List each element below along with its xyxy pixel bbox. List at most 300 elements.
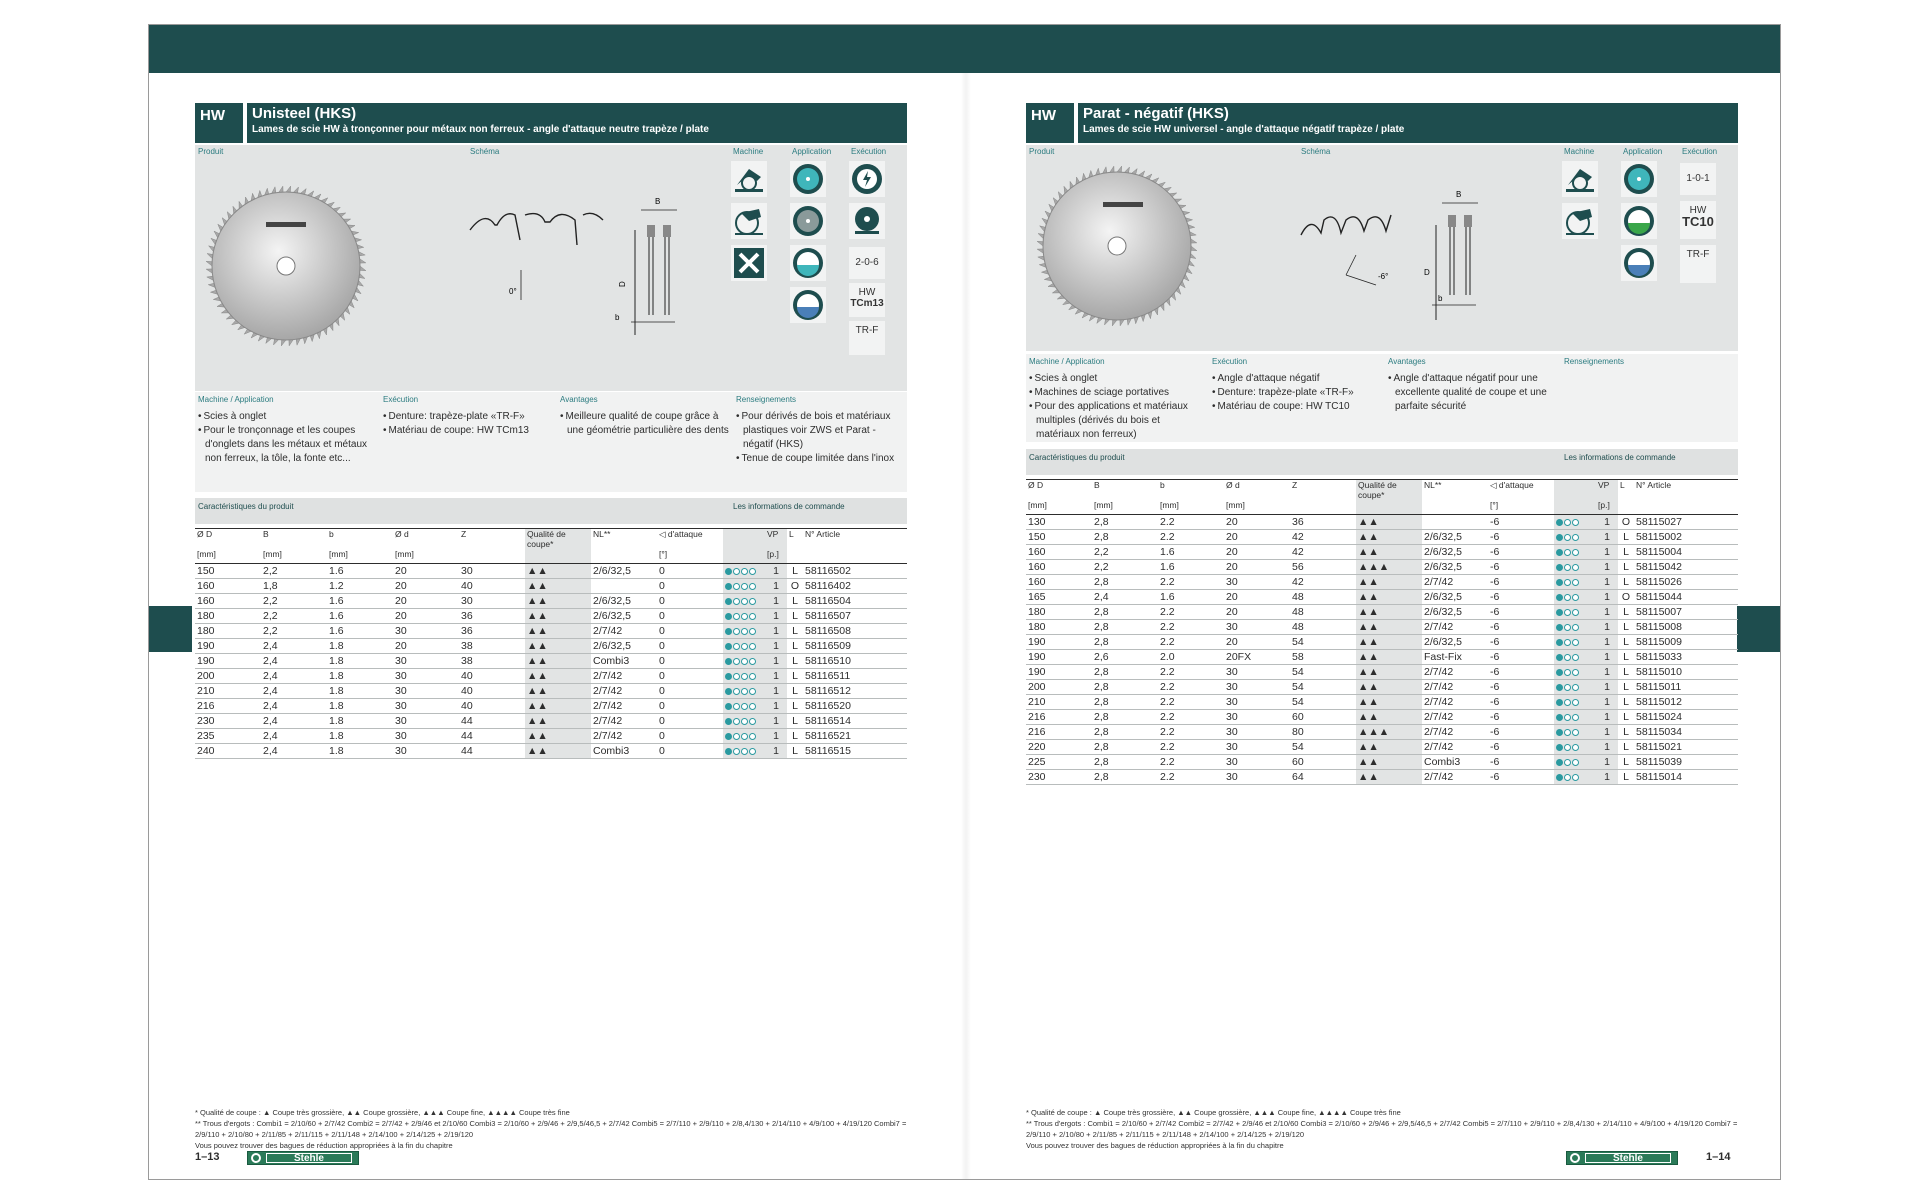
table-cell: 58115034 — [1634, 725, 1738, 740]
quality-dot — [1572, 699, 1579, 706]
table-cell: 58115033 — [1634, 650, 1738, 665]
quality-dot — [741, 628, 748, 635]
table-cell — [1422, 515, 1488, 530]
quality-dots — [1554, 530, 1596, 545]
table-cell: ▲▲▲ — [1356, 560, 1422, 575]
table-cell: 2,4 — [261, 729, 327, 744]
schema-B-label: B — [1456, 190, 1462, 199]
quality-dot — [741, 643, 748, 650]
quality-dot — [1556, 714, 1563, 721]
table-cell: 2,8 — [1092, 530, 1158, 545]
quality-dot — [741, 718, 748, 725]
info-avantages-item: • Meilleure qualité de coupe grâce à une géométrie particulière des dents — [560, 410, 732, 438]
table-cell: 0 — [657, 639, 723, 654]
quality-dot — [749, 598, 756, 605]
saw-blade-image — [201, 181, 371, 351]
table-cell: 1 — [1596, 560, 1618, 575]
quality-dot — [1572, 549, 1579, 556]
table-cell: 230 — [195, 714, 261, 729]
table-cell: 58116514 — [803, 714, 907, 729]
info-header-renseignements: Renseignements — [736, 395, 797, 404]
column-unit: [mm] — [1158, 500, 1224, 515]
table-cell: 42 — [1290, 545, 1356, 560]
quality-dot — [725, 703, 732, 710]
table-cell: ▲▲ — [1356, 530, 1422, 545]
table-cell: 44 — [459, 744, 525, 759]
quality-dot — [741, 703, 748, 710]
quality-dot — [1572, 534, 1579, 541]
table-cell: 2/7/42 — [1422, 575, 1488, 590]
quality-dot — [725, 628, 732, 635]
label-application: Application — [1623, 147, 1663, 156]
quality-dot — [1572, 609, 1579, 616]
quality-dot — [741, 688, 748, 695]
exec-tooth-form: TR-F — [849, 321, 885, 355]
table-cell: 2,8 — [1092, 725, 1158, 740]
quality-dots — [1554, 680, 1596, 695]
column-unit — [591, 549, 657, 564]
table-cell: 58116509 — [803, 639, 907, 654]
info-box — [195, 392, 907, 492]
table-cell: 54 — [1290, 665, 1356, 680]
quality-dot — [741, 673, 748, 680]
table-cell: ▲▲ — [1356, 710, 1422, 725]
table-cell: 2/6/32,5 — [1422, 545, 1488, 560]
info-header-avantages: Avantages — [1388, 357, 1426, 366]
quality-dot — [725, 613, 732, 620]
quality-dot — [749, 718, 756, 725]
table-cell: ▲▲ — [1356, 605, 1422, 620]
quality-dots — [1554, 575, 1596, 590]
table-cell: 58115014 — [1634, 770, 1738, 785]
table-cell: 1 — [1596, 620, 1618, 635]
table-cell: 58115012 — [1634, 695, 1738, 710]
product-subtitle: Lames de scie HW à tronçonner pour métaux non ferreux - angle d'attaque neutre trapèze / plate — [252, 124, 709, 135]
column-header: Ø d — [393, 529, 459, 550]
quality-dot — [1564, 609, 1571, 616]
quality-dots — [1554, 620, 1596, 635]
table-cell: 216 — [195, 699, 261, 714]
table-cell: 235 — [195, 729, 261, 744]
table-row — [1026, 635, 1738, 650]
table-cell: 40 — [459, 669, 525, 684]
table-cell: 30 — [1224, 575, 1290, 590]
table-cell: 2/7/42 — [1422, 620, 1488, 635]
table-cell: 1 — [1596, 590, 1618, 605]
hw-badge: HW — [195, 103, 243, 143]
table-row — [1026, 680, 1738, 695]
table-cell: O — [787, 579, 803, 594]
table-cell: 64 — [1290, 770, 1356, 785]
table-cell: 2.2 — [1158, 665, 1224, 680]
table-cell: 2/7/42 — [591, 714, 657, 729]
quality-dot — [725, 583, 732, 590]
quality-dot — [1572, 624, 1579, 631]
table-cell: 2,4 — [261, 744, 327, 759]
table-cell: 20 — [393, 609, 459, 624]
table-cell: 2,4 — [261, 684, 327, 699]
column-unit — [1422, 500, 1488, 515]
table-cell: ▲▲ — [1356, 590, 1422, 605]
circular-saw-icon — [1562, 203, 1598, 239]
table-cell: 48 — [1290, 590, 1356, 605]
table-cell: L — [1618, 695, 1634, 710]
application-wood-icon — [790, 161, 826, 197]
footnotes — [1026, 1107, 1738, 1151]
quality-dot — [1572, 669, 1579, 676]
table-cell: 2,4 — [261, 714, 327, 729]
table-cell: 160 — [1026, 560, 1092, 575]
exec-material — [1680, 201, 1716, 239]
table-cell: 30 — [1224, 710, 1290, 725]
table-cell: 2/6/32,5 — [591, 594, 657, 609]
table-cell: 2.2 — [1158, 680, 1224, 695]
table-cell: 30 — [1224, 770, 1290, 785]
table-cell: 2.2 — [1158, 575, 1224, 590]
table-row — [1026, 590, 1738, 605]
quality-dot — [1572, 759, 1579, 766]
table-cell: 216 — [1026, 725, 1092, 740]
label-application: Application — [792, 147, 832, 156]
table-cell: 1 — [1596, 770, 1618, 785]
characteristics-bar — [195, 498, 907, 524]
table-cell: 1 — [1596, 575, 1618, 590]
table-cell: -6 — [1488, 515, 1554, 530]
table-cell: ▲▲ — [1356, 680, 1422, 695]
table-cell: ▲▲ — [525, 564, 591, 579]
column-unit: [mm] — [1224, 500, 1290, 515]
table-cell: 54 — [1290, 680, 1356, 695]
table-cell: -6 — [1488, 530, 1554, 545]
table-cell: 58115039 — [1634, 755, 1738, 770]
table-cell: -6 — [1488, 755, 1554, 770]
column-header: VP — [765, 529, 787, 550]
table-row — [195, 579, 907, 594]
info-box — [1026, 354, 1738, 442]
page-number: 1–14 — [1706, 1151, 1731, 1163]
table-cell: L — [1618, 620, 1634, 635]
table-cell: 36 — [459, 609, 525, 624]
table-cell: L — [1618, 680, 1634, 695]
quality-dot — [1556, 684, 1563, 691]
quality-dot — [733, 733, 740, 740]
column-header: VP — [1596, 480, 1618, 501]
table-cell: ▲▲ — [525, 699, 591, 714]
table-cell: 190 — [1026, 665, 1092, 680]
table-cell: 1 — [765, 624, 787, 639]
table-cell: 1 — [765, 699, 787, 714]
table-row — [195, 624, 907, 639]
quality-dots — [1554, 755, 1596, 770]
schema-B-label: B — [655, 197, 661, 206]
table-cell: 54 — [1290, 695, 1356, 710]
table-cell: 40 — [459, 699, 525, 714]
quality-dot — [1556, 669, 1563, 676]
table-cell: L — [1618, 635, 1634, 650]
table-cell: 2,4 — [261, 654, 327, 669]
saw-blade-image — [1032, 161, 1202, 331]
table-cell: 30 — [1224, 680, 1290, 695]
blade-schema-drawing — [465, 190, 715, 340]
table-cell: 1.8 — [327, 669, 393, 684]
quality-dot — [749, 613, 756, 620]
table-cell: 2.2 — [1158, 770, 1224, 785]
table-cell: 30 — [1224, 620, 1290, 635]
quality-dot — [741, 583, 748, 590]
table-cell: 58116502 — [803, 564, 907, 579]
table-cell: 58115027 — [1634, 515, 1738, 530]
table-row — [1026, 605, 1738, 620]
table-cell: Combi3 — [591, 744, 657, 759]
schema-b-label: b — [615, 313, 620, 322]
table-cell: 1.8 — [327, 639, 393, 654]
table-cell: 2,8 — [1092, 740, 1158, 755]
table-cell: O — [1618, 590, 1634, 605]
table-row — [195, 729, 907, 744]
quality-dot — [1564, 729, 1571, 736]
quality-dot — [1556, 534, 1563, 541]
quality-dot — [1564, 654, 1571, 661]
product-header — [1026, 103, 1738, 143]
table-cell: L — [1618, 755, 1634, 770]
table-cell: 1 — [1596, 725, 1618, 740]
column-header: Ø D — [1026, 480, 1092, 501]
table-cell: ▲▲ — [525, 624, 591, 639]
application-wood-icon — [1621, 161, 1657, 197]
quality-dot — [725, 733, 732, 740]
quality-dots — [723, 594, 765, 609]
quality-dots — [1554, 665, 1596, 680]
table-cell: 2,2 — [1092, 560, 1158, 575]
column-header: b — [1158, 480, 1224, 501]
quality-dots — [1554, 515, 1596, 530]
table-cell: 2/7/42 — [591, 669, 657, 684]
table-cell: 1 — [765, 744, 787, 759]
quality-dots — [1554, 635, 1596, 650]
table-cell: 58116402 — [803, 579, 907, 594]
table-cell: -6 — [1488, 590, 1554, 605]
table-cell: 30 — [1224, 755, 1290, 770]
footnote-reduction-rings: Vous pouvez trouver des bagues de réduction appropriées à la fin du chapitre — [195, 1141, 453, 1150]
table-cell: ▲▲ — [525, 609, 591, 624]
table-cell: 30 — [393, 654, 459, 669]
page-right — [1026, 25, 1738, 1179]
table-cell: 1.6 — [1158, 590, 1224, 605]
footnote-reduction-rings: Vous pouvez trouver des bagues de réduction appropriées à la fin du chapitre — [1026, 1141, 1284, 1150]
table-cell: 2.2 — [1158, 515, 1224, 530]
quality-dot — [1564, 639, 1571, 646]
quality-dots — [1554, 650, 1596, 665]
table-cell: L — [787, 654, 803, 669]
info-machine — [1029, 372, 1205, 442]
table-cell: L — [1618, 650, 1634, 665]
info-renseignements-item: • Tenue de coupe limitée dans l'inox — [736, 452, 906, 466]
table-cell: Fast-Fix — [1422, 650, 1488, 665]
quality-dot — [1556, 594, 1563, 601]
quality-dots — [723, 639, 765, 654]
quality-dot — [1564, 714, 1571, 721]
table-row — [195, 684, 907, 699]
table-cell: 2/7/42 — [1422, 740, 1488, 755]
table-cell: 2.0 — [1158, 650, 1224, 665]
column-unit — [1634, 500, 1738, 515]
table-cell: ▲▲ — [1356, 695, 1422, 710]
table-cell: 2/6/32,5 — [1422, 560, 1488, 575]
column-unit: [mm] — [1026, 500, 1092, 515]
table-cell: 20 — [1224, 545, 1290, 560]
table-cell: O — [1618, 515, 1634, 530]
table-cell: 2/7/42 — [1422, 770, 1488, 785]
table-cell: 58116521 — [803, 729, 907, 744]
table-cell: L — [1618, 530, 1634, 545]
order-info-title: Les informations de commande — [733, 502, 845, 511]
table-cell: 2.2 — [1158, 755, 1224, 770]
table-cell: L — [787, 624, 803, 639]
exec-tooth-code: 1-0-1 — [1680, 163, 1716, 195]
column-header: Qualité de coupe* — [1356, 480, 1422, 501]
table-row — [1026, 710, 1738, 725]
table-cell: 2/7/42 — [1422, 710, 1488, 725]
footnote-pinholes: ** Trous d'ergots : Combi1 = 2/10/60 + 2/7/42 Combi2 = 2/7/42 + 2/9/46 et 2/10/60 Combi3 = 2/10/60 + 2/9/46 + 2/9,5/46,5 + 2/7/42 Combi5 = 2/7/110 + 2/9/110 + 2/8,4/130 + 2/14/110 + 4/9/100 + 4/19/120 Combi7 = 2/9/110 + 2/10/80 + 2/11/85 + 2/11/115 + 2/11/148 + 2/14/100 + 2/14/125 + 2/19/120 — [1026, 1119, 1738, 1139]
table-cell: 58115004 — [1634, 545, 1738, 560]
table-cell: 30 — [459, 594, 525, 609]
table-cell: 58116507 — [803, 609, 907, 624]
table-cell: 1 — [765, 714, 787, 729]
table-cell: 20FX — [1224, 650, 1290, 665]
table-cell: 240 — [195, 744, 261, 759]
table-cell: 165 — [1026, 590, 1092, 605]
table-cell: 40 — [459, 684, 525, 699]
quality-dot — [1556, 519, 1563, 526]
column-header: NL** — [1422, 480, 1488, 501]
table-cell: 2,4 — [261, 669, 327, 684]
table-cell: 190 — [195, 654, 261, 669]
stehle-logo — [247, 1151, 359, 1165]
quality-dot — [749, 673, 756, 680]
table-cell: L — [1618, 605, 1634, 620]
quality-dot — [749, 583, 756, 590]
quality-dot — [733, 703, 740, 710]
quality-dot — [749, 568, 756, 575]
table-cell: 0 — [657, 669, 723, 684]
table-cell: 42 — [1290, 530, 1356, 545]
table-row — [195, 654, 907, 669]
info-header-renseignements: Renseignements — [1564, 357, 1625, 366]
table-cell: 210 — [1026, 695, 1092, 710]
column-header: B — [1092, 480, 1158, 501]
quality-dot — [1572, 564, 1579, 571]
application-nonferrous-icon — [790, 245, 826, 281]
table-cell: 2.2 — [1158, 725, 1224, 740]
quality-dot — [733, 583, 740, 590]
application-metal-icon — [790, 203, 826, 239]
table-cell: 1.8 — [327, 714, 393, 729]
schema-b-label: b — [1438, 294, 1443, 303]
table-cell: ▲▲ — [525, 669, 591, 684]
table-cell: 180 — [1026, 605, 1092, 620]
quality-dot — [749, 628, 756, 635]
table-cell: 1.6 — [327, 564, 393, 579]
table-cell: 1.6 — [327, 609, 393, 624]
column-header: ◁ d'attaque — [1488, 480, 1554, 501]
table-cell: 0 — [657, 699, 723, 714]
stehle-logo — [1566, 1151, 1678, 1165]
column-unit: [mm] — [1092, 500, 1158, 515]
table-cell: 36 — [1290, 515, 1356, 530]
info-avantages — [1388, 372, 1560, 414]
table-cell: L — [1618, 770, 1634, 785]
table-row — [195, 639, 907, 654]
table-cell: 160 — [1026, 545, 1092, 560]
table-cell: 190 — [195, 639, 261, 654]
table-cell: -6 — [1488, 605, 1554, 620]
info-header-machine: Machine / Application — [1029, 357, 1105, 366]
table-cell: 150 — [1026, 530, 1092, 545]
table-cell: 58115026 — [1634, 575, 1738, 590]
table-cell: -6 — [1488, 665, 1554, 680]
mitre-saw-icon — [1562, 161, 1598, 197]
table-cell: 1.8 — [327, 699, 393, 714]
table-cell: 40 — [459, 579, 525, 594]
table-cell: 1.6 — [327, 624, 393, 639]
table-cell: 58116508 — [803, 624, 907, 639]
quality-dots — [723, 564, 765, 579]
table-cell: L — [1618, 560, 1634, 575]
characteristics-bar — [1026, 449, 1738, 475]
column-header: Qualité de coupe* — [525, 529, 591, 550]
quality-dot — [1556, 744, 1563, 751]
table-cell: 2,4 — [261, 639, 327, 654]
label-produit: Produit — [198, 147, 224, 156]
table-cell: 38 — [459, 639, 525, 654]
table-cell: 1 — [765, 579, 787, 594]
table-cell: ▲▲ — [525, 684, 591, 699]
column-unit — [459, 549, 525, 564]
quality-dots — [723, 684, 765, 699]
product-header — [195, 103, 907, 143]
table-cell: 2/7/42 — [1422, 665, 1488, 680]
table-row — [1026, 515, 1738, 530]
quality-dot — [733, 658, 740, 665]
table-cell: 20 — [393, 579, 459, 594]
table-cell: 20 — [1224, 560, 1290, 575]
info-execution-item: • Matériau de coupe: HW TCm13 — [383, 424, 555, 438]
column-unit: [°] — [1488, 500, 1554, 515]
table-cell: 2,2 — [1092, 545, 1158, 560]
column-header — [1554, 480, 1596, 501]
table-cell: ▲▲ — [525, 594, 591, 609]
table-cell: 80 — [1290, 725, 1356, 740]
quality-dots — [1554, 710, 1596, 725]
quality-dot — [1556, 654, 1563, 661]
quality-dots — [1554, 740, 1596, 755]
table-cell: -6 — [1488, 635, 1554, 650]
table-cell: 2,8 — [1092, 635, 1158, 650]
table-cell: 58115010 — [1634, 665, 1738, 680]
quality-dots — [723, 699, 765, 714]
quality-dots — [1554, 725, 1596, 740]
application-composite-icon — [1621, 203, 1657, 239]
exec-material-hw: HW — [858, 287, 876, 298]
table-cell: 2,6 — [1092, 650, 1158, 665]
table-cell: 180 — [195, 624, 261, 639]
table-cell: L — [1618, 725, 1634, 740]
quality-dot — [741, 658, 748, 665]
table-cell: 2,2 — [261, 564, 327, 579]
quality-dot — [1572, 714, 1579, 721]
table-cell: L — [787, 684, 803, 699]
table-cell: 130 — [1026, 515, 1092, 530]
